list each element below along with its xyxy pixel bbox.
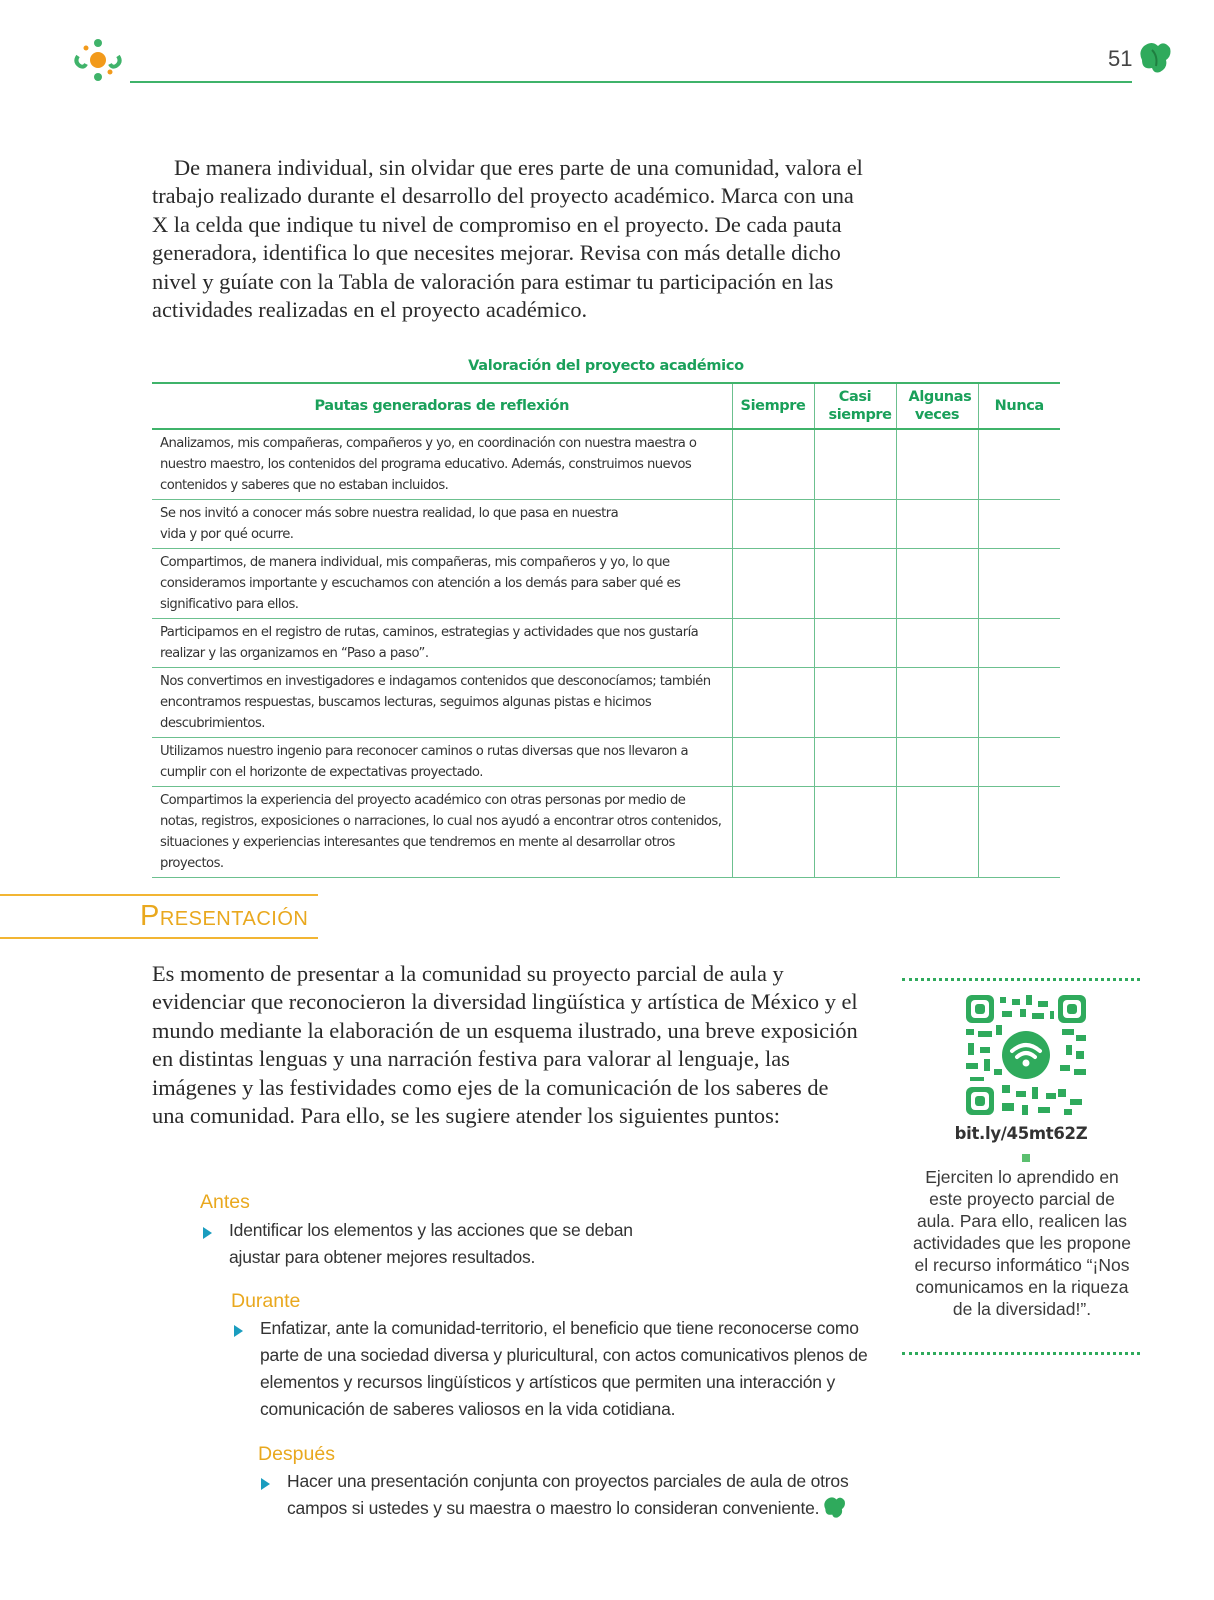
cell-algunas-veces[interactable] [896,429,978,499]
cell-casi-siempre[interactable] [814,667,896,737]
antes-item: Identificar los elementos y las acciones que se deban ajustar para obtener mejores resultados. [229,1220,633,1267]
header-rule [130,81,1132,83]
table-row [152,499,1060,548]
subhead-durante: Durante [231,1290,301,1312]
row-pauta: Nos convertimos en investigadores e indagamos contenidos que desconocíamos; también encontramos respuestas, buscamos lecturas, seguimos algunas pistas e hicimos descubrimientos. [152,667,732,737]
table-row [152,618,1060,667]
row-pauta: Compartimos la experiencia del proyecto académico con otras personas por medio de notas, registros, exposiciones o narraciones, lo cual nos ayudó a encontrar otros contenidos, situaciones y experiencias interesantes que tendremos en mente al desarrollar otros proyectos. [152,786,732,877]
subhead-despues: Después [258,1443,335,1465]
row-pauta: Participamos en el registro de rutas, caminos, estrategias y actividades que nos gustaría realizar y las organizamos en “Paso a paso”. [152,618,732,667]
bullet-triangle-icon [203,1227,212,1239]
cell-siempre[interactable] [732,667,814,737]
cell-nunca[interactable] [978,737,1060,786]
row-pauta: Analizamos, mis compañeras, compañeros y yo, en coordinación con nuestra maestra o nuestro maestro, los contenidos del programa educativo. Además, construimos nuevos contenidos y saberes que no estaban incluidos. [152,429,732,499]
cell-casi-siempre[interactable] [814,499,896,548]
bullet-triangle-icon [261,1478,270,1490]
section-title-presentacion: Presentación [140,900,309,932]
sidebar-dotted-rule-bottom [902,1352,1140,1355]
cell-algunas-veces[interactable] [896,786,978,877]
cell-siempre[interactable] [732,618,814,667]
table-title: Valoración del proyecto académico [468,358,744,374]
durante-item: Enfatizar, ante la comunidad-territorio, el beneficio que tiene reconocerse como parte de una sociedad diversa y pluricultural, con actos comunicativos plenos de elementos y recursos lingüísticos y artísticos que permiten una interacción y comunicación de saberes valiosos en la vida cotidiana. [260,1318,868,1419]
cell-algunas-veces[interactable] [896,737,978,786]
intro-paragraph: De manera individual, sin olvidar que eres parte de una comunidad, valora el trabajo realizado durante el desarrollo del proyecto académico. Marca con una X la celda que indique tu nivel de compromiso en el proyecto. De cada pauta generadora, identifica lo que necesites mejorar. Revisa con más detalle dicho nivel y guíate con la Tabla de valoración para estimar tu participación en las actividades realizadas en el proyecto académico. [152,155,863,323]
cell-casi-siempre[interactable] [814,737,896,786]
cell-nunca[interactable] [978,548,1060,618]
cell-siempre[interactable] [732,548,814,618]
header-siempre: Siempre [732,383,814,429]
sidebar-text: Ejerciten lo aprendido en este proyecto parcial de aula. Para ello, realicen las actividades que les propone el recurso informático “¡Nos comunicamos en la riqueza de la diversidad!”. [913,1167,1131,1319]
table-row [152,548,1060,618]
subhead-antes: Antes [200,1191,250,1213]
header-logo-icon [72,34,124,86]
page-number: 51 [1108,46,1133,71]
cell-siempre[interactable] [732,499,814,548]
cell-algunas-veces[interactable] [896,548,978,618]
header-pautas: Pautas generadoras de reflexión [152,383,732,429]
cell-nunca[interactable] [978,786,1060,877]
header-algunas-veces: Algunas veces [896,383,978,429]
section-rule-top [0,894,318,896]
table-row [152,786,1060,877]
table-row [152,737,1060,786]
bullet-triangle-icon [234,1325,243,1337]
row-pauta: Compartimos, de manera individual, mis compañeras, mis compañeros y yo, lo que consideramos importante y escuchamos con atención a los demás para saber qué es significativo para ellos. [152,548,732,618]
row-pauta: Se nos invitó a conocer más sobre nuestra realidad, lo que pasa en nuestra vida y por qué ocurre. [152,499,732,548]
cell-algunas-veces[interactable] [896,618,978,667]
cell-nunca[interactable] [978,667,1060,737]
presentation-paragraph: Es momento de presentar a la comunidad su proyecto parcial de aula y evidenciar que reconocieron la diversidad lingüística y artística de México y el mundo mediante la elaboración de un esquema ilustrado, una breve exposición en distintas lenguas y una narración festiva para valorar al lenguaje, las imágenes y las festividades como ejes de la comunicación de los saberes de una comunidad. Para ello, se les sugiere atender los siguientes puntos: [152,961,858,1129]
header-casi-siempre: Casi siempre [814,383,896,429]
sidebar-dotted-rule-top [902,978,1140,981]
cell-siempre[interactable] [732,737,814,786]
cell-casi-siempre[interactable] [814,548,896,618]
section-rule-bottom [0,937,318,939]
cell-algunas-veces[interactable] [896,499,978,548]
leaf-icon [1140,40,1172,74]
cell-nunca[interactable] [978,429,1060,499]
despues-item [287,1468,887,1522]
cell-casi-siempre[interactable] [814,618,896,667]
valoracion-table [152,382,1060,878]
sidebar-square-icon [1022,1154,1030,1162]
cell-nunca[interactable] [978,618,1060,667]
header-nunca: Nunca [978,383,1060,429]
cell-algunas-veces[interactable] [896,667,978,737]
despues-item-text: Hacer una presentación conjunta con proyectos parciales de aula de otros campos si ustedes y su maestra o maestro lo consideran conveniente. [287,1471,849,1518]
cell-siempre[interactable] [732,429,814,499]
cell-siempre[interactable] [732,786,814,877]
table-row [152,667,1060,737]
end-leaf-icon [824,1495,846,1519]
table-row [152,429,1060,499]
resource-link[interactable]: bit.ly/45mt62Z [954,1124,1088,1143]
row-pauta: Utilizamos nuestro ingenio para reconocer caminos o rutas diversas que nos llevaron a cumplir con el horizonte de expectativas proyectado. [152,737,732,786]
cell-casi-siempre[interactable] [814,429,896,499]
cell-casi-siempre[interactable] [814,786,896,877]
qr-code-icon[interactable] [966,995,1086,1115]
cell-nunca[interactable] [978,499,1060,548]
